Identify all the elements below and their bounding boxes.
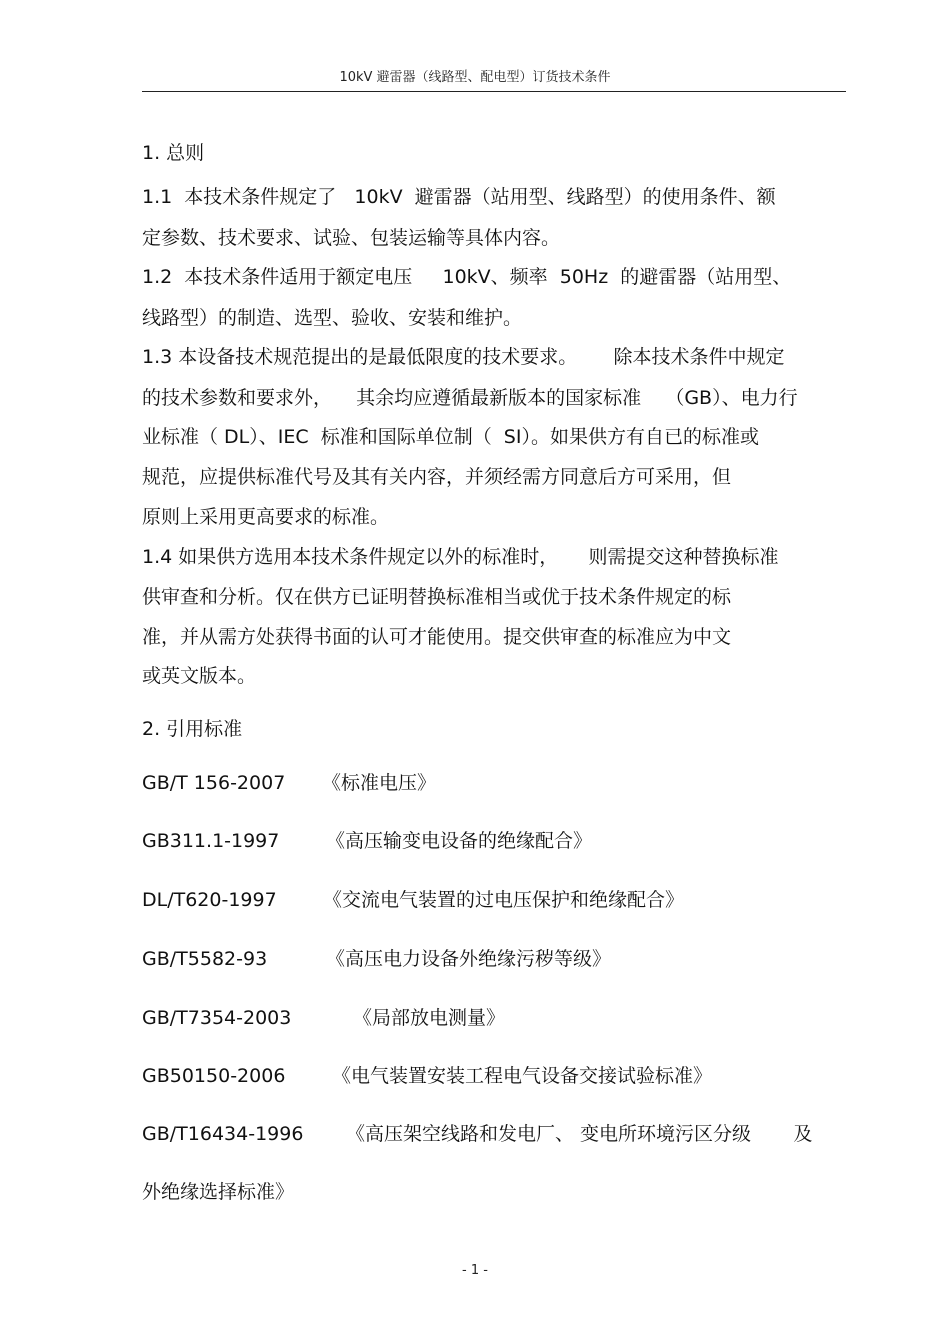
standard-code: GB/T5582-93 (142, 948, 268, 970)
standard-code: GB/T7354-2003 (142, 1007, 292, 1029)
page-number: - 1 - (462, 1263, 488, 1278)
paragraph-line: 1.1 本技术条件规定了 10kV 避雷器（站用型、线路型）的使用条件、额 (142, 186, 776, 208)
paragraph-line: 1.2 本技术条件适用于额定电压 10kV、频率 50Hz 的避雷器（站用型、 (142, 266, 792, 288)
paragraph-line: 定参数、技术要求、试验、包装运输等具体内容。 (142, 227, 561, 249)
standard-title-continuation: 外绝缘选择标准》 (142, 1181, 295, 1203)
section-2-heading: 2. 引用标准 (142, 718, 243, 740)
paragraph-line: 供审查和分析。仅在供方已证明替换标准相当或优于技术条件规定的标 (142, 586, 732, 608)
paragraph-line: 的技术参数和要求外， 其余均应遵循最新版本的国家标准 （GB）、电力行 (142, 387, 798, 409)
standard-title: 《局部放电测量》 (353, 1007, 506, 1029)
paragraph-line: 准，并从需方处获得书面的认可才能使用。提交供审查的标准应为中文 (142, 626, 732, 648)
paragraph-line: 规范，应提供标准代号及其有关内容，并须经需方同意后方可采用，但 (142, 466, 732, 488)
standard-title: 《标准电压》 (322, 772, 437, 794)
paragraph-line: 或英文版本。 (142, 665, 257, 687)
paragraph-line: 线路型）的制造、选型、验收、安装和维护。 (142, 307, 523, 329)
standard-code: GB50150-2006 (142, 1065, 286, 1087)
standard-code: GB/T 156-2007 (142, 772, 286, 794)
standard-code: GB/T16434-1996 (142, 1123, 304, 1145)
standard-title: 《电气装置安装工程电气设备交接试验标准》 (332, 1065, 713, 1087)
paragraph-line: 1.4 如果供方选用本技术条件规定以外的标准时， 则需提交这种替换标准 (142, 546, 779, 568)
paragraph-line: 1.3 本设备技术规范提出的是最低限度的技术要求。 除本技术条件中规定 (142, 346, 785, 368)
standard-code: GB311.1-1997 (142, 830, 280, 852)
section-1-heading: 1. 总则 (142, 142, 205, 164)
standard-code: DL/T620-1997 (142, 889, 277, 911)
standard-title: 《高压架空线路和发电厂、 变电所环境污区分级 及 (346, 1123, 813, 1145)
page-header: 10kV 避雷器（线路型、配电型）订货技术条件 (339, 70, 611, 85)
paragraph-line: 原则上采用更高要求的标准。 (142, 506, 390, 528)
header-rule (142, 91, 846, 92)
paragraph-line: 业标准（ DL）、IEC 标准和国际单位制（ SI）。如果供方有自已的标准或 (142, 426, 759, 448)
standard-title: 《高压输变电设备的绝缘配合》 (326, 830, 593, 852)
standard-title: 《交流电气装置的过电压保护和绝缘配合》 (323, 889, 685, 911)
standard-title: 《高压电力设备外绝缘污秽等级》 (326, 948, 612, 970)
